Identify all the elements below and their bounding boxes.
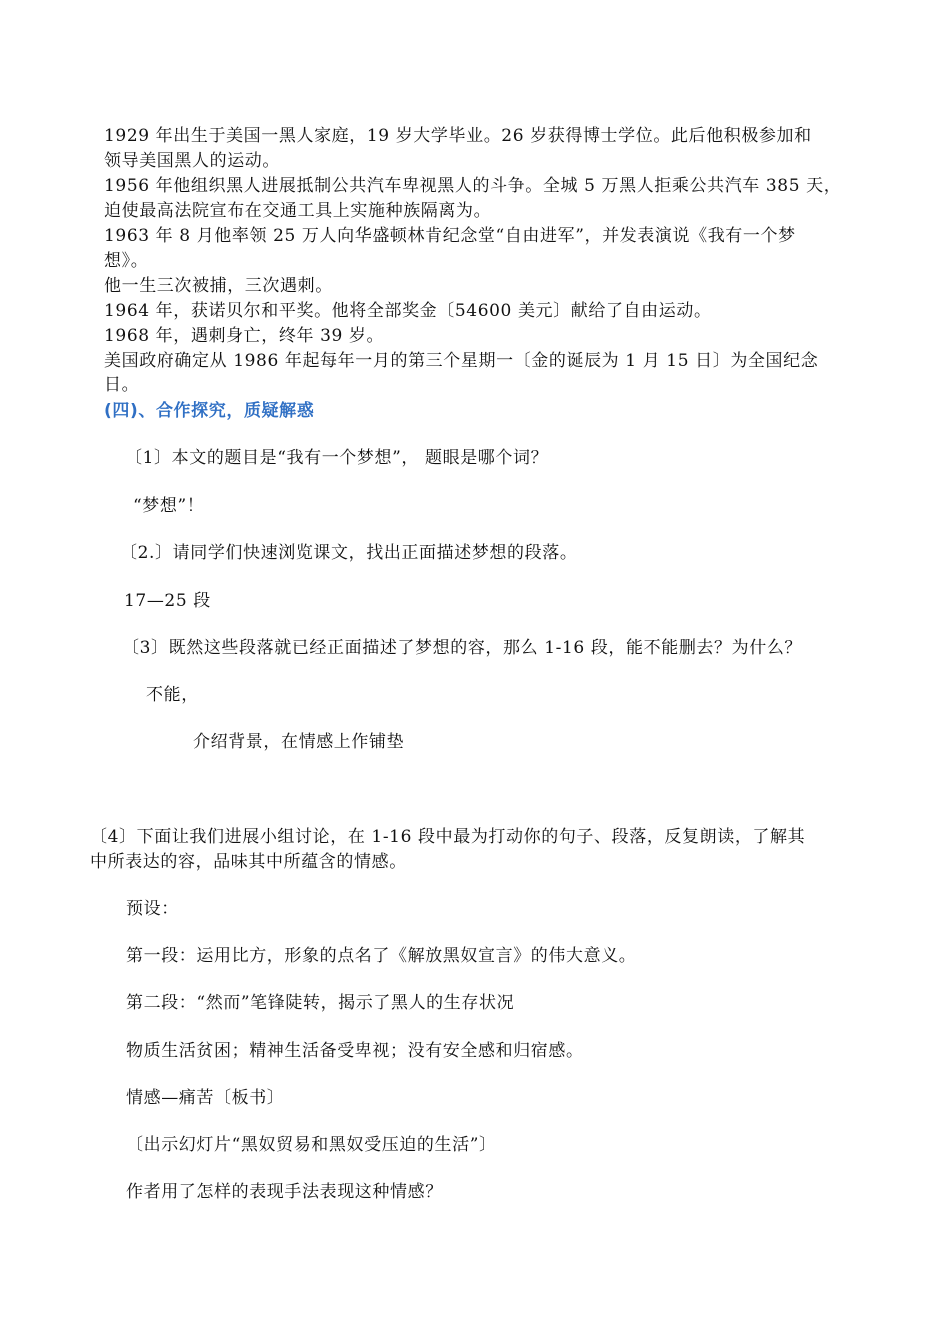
answer-1: “梦想”！: [133, 496, 205, 516]
question-4-line-2: 中所表达的容，品味其中所蕴含的情感。: [90, 852, 407, 872]
question-2: 〔2.〕请同学们快速浏览课文，找出正面描述梦想的段落。: [120, 543, 578, 563]
bio-line-10: 美国政府确定从 1986 年起每年一月的第三个星期一〔金的诞辰为 1 月 15 日〕为全国纪念: [104, 351, 819, 371]
question-4-line-1: 〔4〕下面让我们进展小组讨论，在 1-16 段中最为打动你的句子、段落，反复朗读，了解其: [90, 827, 806, 847]
section-heading: (四)、合作探究，质疑解惑: [104, 401, 315, 421]
question-1: 〔1〕本文的题目是“我有一个梦想”， 题眼是哪个词？: [125, 448, 549, 468]
bio-line-7: 他一生三次被捕，三次遇刺。: [104, 276, 333, 296]
bio-line-8: 1964 年，获诺贝尔和平奖。他将全部奖金〔54600 美元〕献给了自由运动。: [104, 301, 712, 321]
bio-line-1: 1929 年出生于美国一黑人家庭，19 岁大学毕业。26 岁获得博士学位。此后他积极参加和: [104, 126, 812, 146]
bio-line-2: 领导美国黑人的运动。: [104, 151, 280, 171]
preset-paragraph-2: 第二段：“然而”笔锋陡转，揭示了黑人的生存状况: [126, 993, 515, 1013]
preset-paragraph-5: 〔出示幻灯片“黑奴贸易和黑奴受压迫的生活”〕: [126, 1135, 497, 1155]
bio-line-5: 1963 年 8 月他率领 25 万人向华盛顿林肯纪念堂“自由进军”，并发表演说《我有一个梦: [104, 226, 796, 246]
answer-3-line-2: 介绍背景，在情感上作铺垫: [193, 732, 405, 752]
bio-line-6: 想》。: [104, 251, 149, 271]
preset-paragraph-3: 物质生活贫困；精神生活备受卑视；没有安全感和归宿感。: [126, 1041, 584, 1061]
bio-line-11: 日。: [104, 375, 140, 395]
answer-2: 17—25 段: [124, 591, 211, 611]
answer-3-line-1: 不能，: [146, 685, 199, 705]
bio-line-3: 1956 年他组织黑人进展抵制公共汽车卑视黑人的斗争。全城 5 万黑人拒乘公共汽车 385 天，: [104, 176, 842, 196]
bio-line-9: 1968 年，遇刺身亡，终年 39 岁。: [104, 326, 385, 346]
bio-line-4: 迫使最高法院宣布在交通工具上实施种族隔离为。: [104, 201, 492, 221]
preset-paragraph-1: 第一段：运用比方，形象的点名了《解放黑奴宣言》的伟大意义。: [126, 946, 637, 966]
preset-paragraph-4: 情感—痛苦〔板书〕: [126, 1088, 285, 1108]
preset-paragraph-6: 作者用了怎样的表现手法表现这种情感？: [126, 1182, 443, 1202]
preset-label: 预设：: [126, 899, 179, 919]
question-3: 〔3〕既然这些段落就已经正面描述了梦想的容，那么 1-16 段，能不能删去？为什么？: [122, 638, 803, 658]
